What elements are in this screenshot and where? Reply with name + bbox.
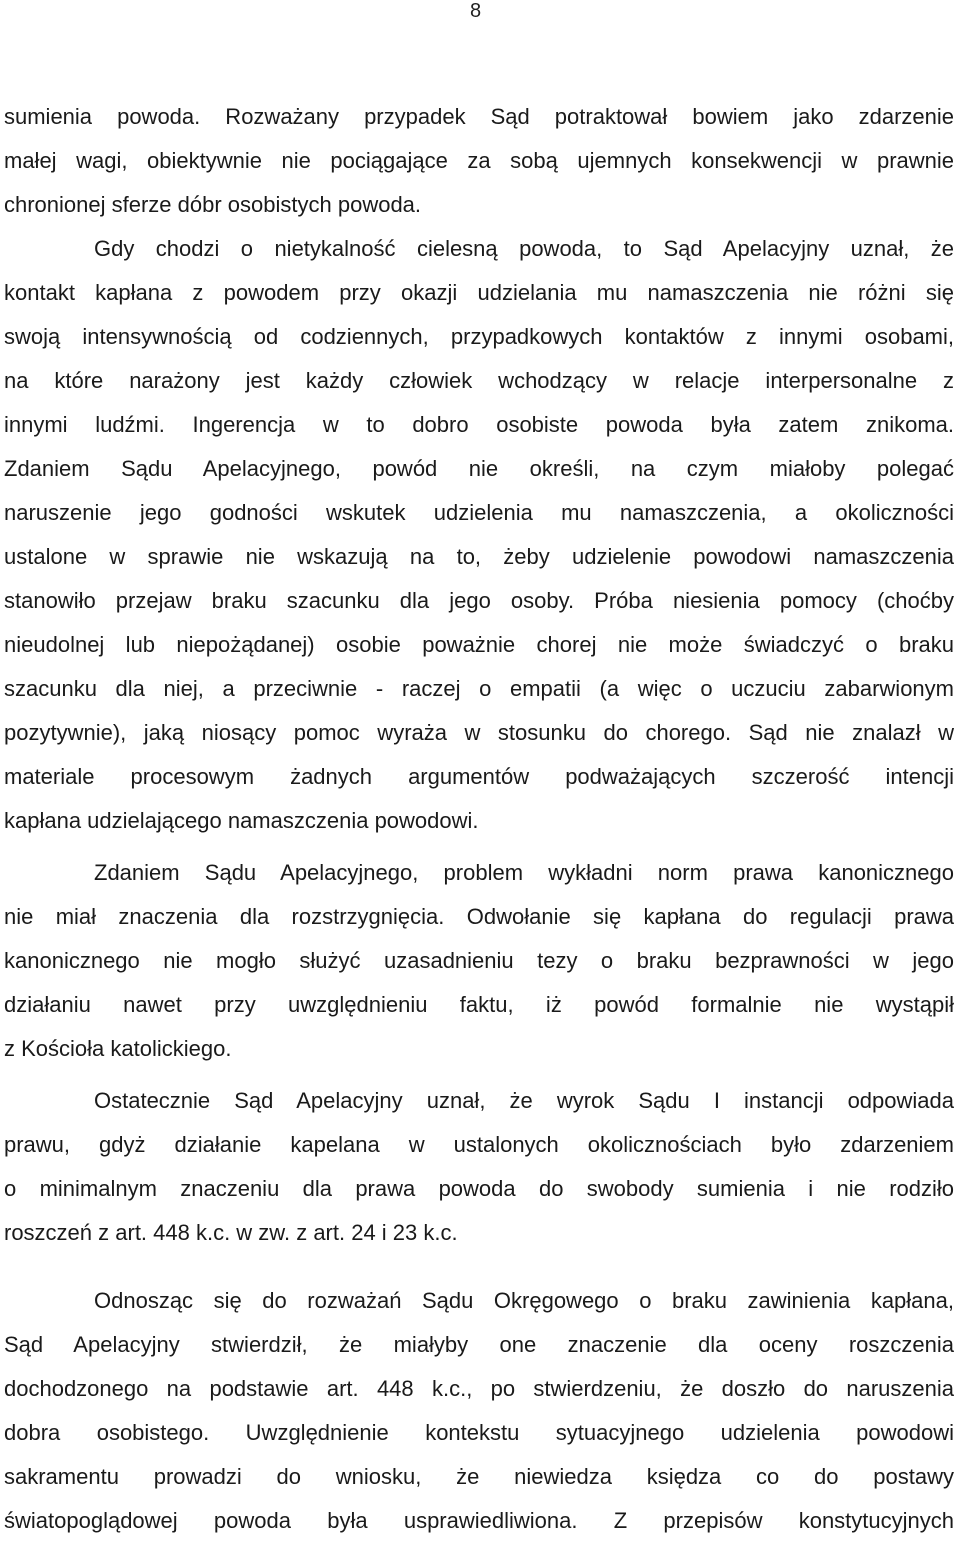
paragraph-spacer [4,843,954,851]
text-line: szacunku dla niej, a przeciwnie - raczej o empatii (a więc o uczuciu zabarwionym [4,676,954,701]
paragraph-spacer [4,1071,954,1079]
text-line: Gdy chodzi o nietykalność cielesną powoda, to Sąd Apelacyjny uznał, że [94,236,954,261]
text-line: z Kościoła katolickiego. [4,1036,232,1061]
text-line: działaniu nawet przy uwzględnieniu faktu, iż powód formalnie nie wystąpił [4,992,954,1017]
text-line: kontakt kapłana z powodem przy okazji udzielania mu namaszczenia nie różni się [4,280,954,305]
text-line: małej wagi, obiektywnie nie pociągające za sobą ujemnych konsekwencji w prawnie [4,148,954,173]
paragraph [4,1079,954,1255]
paragraph-spacer [4,1255,954,1279]
text-line: Odnosząc się do rozważań Sądu Okręgowego o braku zawinienia kapłana, [94,1288,954,1313]
paragraph [4,1279,954,1543]
text-line: światopoglądowej powoda była usprawiedliwiona. Z przepisów konstytucyjnych [4,1508,954,1533]
text-line: swoją intensywnością od codziennych, przypadkowych kontaktów z innymi osobami, [4,324,954,349]
text-line: nieudolnej lub niepożądanej) osobie poważnie chorej nie może świadczyć o braku [4,632,954,657]
text-line: kapłana udzielającego namaszczenia powodowi. [4,808,479,833]
paragraph [4,227,954,843]
text-line: nie miał znaczenia dla rozstrzygnięcia. Odwołanie się kapłana do regulacji prawa [4,904,954,929]
text-line: sakramentu prowadzi do wniosku, że niewiedza księdza co do postawy [4,1464,954,1489]
text-line: Zdaniem Sądu Apelacyjnego, powód nie określi, na czym miałoby polegać [4,456,954,481]
text-line: materiale procesowym żadnych argumentów podważających szczerość intencji [4,764,954,789]
text-line: Zdaniem Sądu Apelacyjnego, problem wykładni norm prawa kanonicznego [94,860,954,885]
text-line: kanonicznego nie mogło służyć uzasadnieniu tezy o braku bezprawności w jego [4,948,954,973]
text-line: o minimalnym znaczeniu dla prawa powoda do swobody sumienia i nie rodziło [4,1176,954,1201]
text-line: roszczeń z art. 448 k.c. w zw. z art. 24 i 23 k.c. [4,1220,458,1245]
text-line: innymi ludźmi. Ingerencja w to dobro osobiste powoda była zatem znikoma. [4,412,954,437]
text-line: na które narażony jest każdy człowiek wchodzący w relacje interpersonalne z [4,368,954,393]
document-body [4,95,954,1543]
text-line: sumienia powoda. Rozważany przypadek Sąd potraktował bowiem jako zdarzenie [4,104,954,129]
text-line: pozytywnie), jaką niosący pomoc wyraża w stosunku do chorego. Sąd nie znalazł w [4,720,954,745]
text-line: dochodzonego na podstawie art. 448 k.c., po stwierdzeniu, że doszło do naruszenia [4,1376,954,1401]
paragraph [4,95,954,227]
text-line: dobra osobistego. Uwzględnienie kontekstu sytuacyjnego udzielenia powodowi [4,1420,954,1445]
text-line: prawu, gdyż działanie kapelana w ustalonych okolicznościach było zdarzeniem [4,1132,954,1157]
text-line: naruszenie jego godności wskutek udzielenia mu namaszczenia, a okoliczności [4,500,954,525]
page-number: 8 [470,0,482,22]
text-line: Sąd Apelacyjny stwierdził, że miałyby one znaczenie dla oceny roszczenia [4,1332,954,1357]
text-line: Ostatecznie Sąd Apelacyjny uznał, że wyrok Sądu I instancji odpowiada [94,1088,954,1113]
text-line: ustalone w sprawie nie wskazują na to, żeby udzielenie powodowi namaszczenia [4,544,954,569]
text-line: stanowiło przejaw braku szacunku dla jego osoby. Próba niesienia pomocy (choćby [4,588,954,613]
text-line: chronionej sferze dóbr osobistych powoda. [4,192,422,217]
paragraph [4,851,954,1071]
